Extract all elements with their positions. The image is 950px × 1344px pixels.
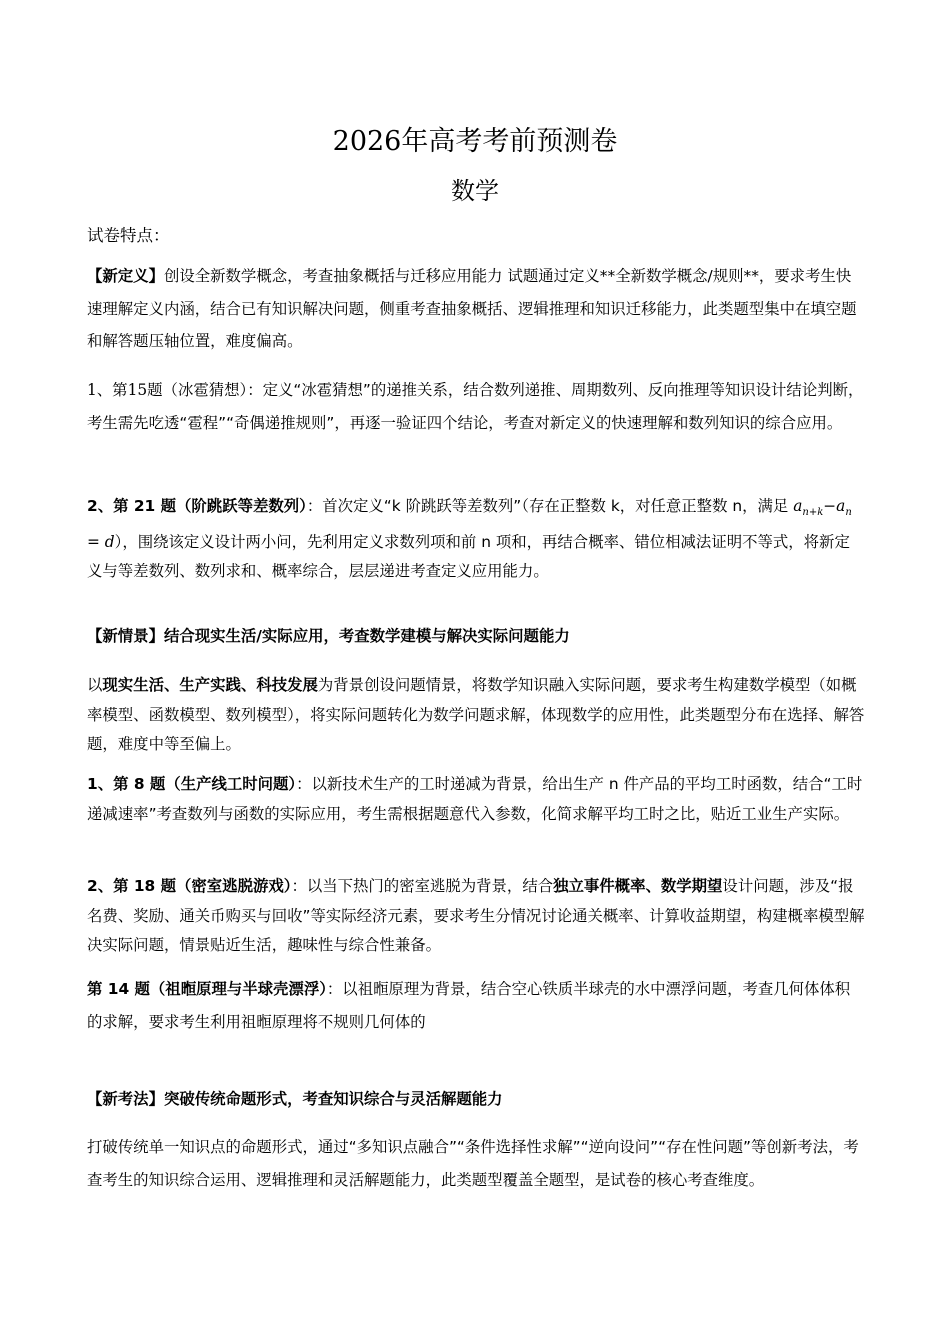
item-emphasis: 独立事件概率、数学期望: [553, 877, 723, 895]
item-text: ：以当下热门的密室逃脱为背景，结合: [291, 877, 554, 895]
item-text: ），围绕该定义设计两小问，先利用定义求数列项和前 n 项和，再结合概率、错位相减法证明不等式，将新定义与等差数列、数列求和、概率综合，层层递进考查定义应用能力。: [87, 532, 850, 581]
item-heading: 2、第 18 题（密室逃脱游戏）: [87, 877, 292, 895]
section-tag: 【新定义】: [87, 267, 164, 285]
new-definition-item-1: [87, 374, 865, 439]
new-definition-item-2: [87, 492, 865, 587]
intro-emphasis: 现实生活、生产实践、科技发展: [102, 676, 318, 694]
new-method-body: [87, 1131, 865, 1196]
section-new-method-heading: 【新考法】突破传统命题形式，考查知识综合与灵活解题能力: [87, 1090, 503, 1108]
item-text: ：首次定义“k 阶跳跃等差数列”（存在正整数 k，对任意正整数 n，满足: [306, 497, 789, 515]
section-new-definition: [87, 260, 865, 358]
new-scenario-intro: [87, 671, 865, 760]
item-text: 设计问题，涉及“报名费、奖励、通关币购买与回收”等实际经济元素，要求考生分情况讨论通关概率、计算收益期望，构建概率模型解决实际问题，情景贴近生活，趣味性与综合性兼备。: [87, 877, 865, 954]
section-paragraph: 打破传统单一知识点的命题形式，通过“多知识点融合”“条件选择性求解”“逆向设问”“存在性问题”等创新考法，考查考生的知识综合运用、逻辑推理和灵活解题能力，此类题型覆盖全题型，是试卷的核心考查维度。: [87, 1138, 859, 1189]
section-paragraph: [87, 260, 865, 358]
item-heading: 第 14 题（祖暅原理与半球壳漂浮）: [87, 980, 327, 998]
features-heading: 试卷特点：: [87, 226, 170, 245]
new-scenario-item-1: [87, 770, 865, 829]
subject-title: 数学: [451, 177, 499, 205]
intro-text: 为背景创设问题情景，将数学知识融入实际问题，要求考生构建数学模型（如概率模型、函数模型、数列模型），将实际问题转化为数学问题求解，体现数学的应用性，此类题型分布在选择、解答题，难度中等至偏上。: [87, 676, 865, 753]
item-body: ：以新技术生产的工时递减为背景，给出生产 n 件产品的平均工时函数，结合“工时递减速率”考查数列与函数的实际应用，考生需根据题意代入参数，化简求解平均工时之比，贴近工业生产实际。: [87, 775, 863, 823]
item-body: 定义“冰雹猜想”的递推关系，结合数列递推、周期数列、反向推理等知识设计结论判断，考生需先吃透“雹程”“奇偶递推规则”，再逐一验证四个结论，考查对新定义的快速理解和数列知识的综合应用。: [87, 381, 864, 432]
item-heading: 2、第 21 题（阶跳跃等差数列）: [87, 497, 307, 515]
document-title: 2026年高考考前预测卷: [332, 126, 618, 157]
item-heading: 1、第 8 题（生产线工时问题）: [87, 775, 297, 793]
new-scenario-item-2: [87, 872, 865, 961]
item-number: 1、第15题（冰雹猜想）：: [87, 381, 263, 399]
new-scenario-item-3: [87, 973, 865, 1038]
item-body: ：以祖暅原理为背景，结合空心铁质半球壳的水中漂浮问题，考查几何体体积的求解，要求考生利用祖暅原理将不规则几何体的: [87, 980, 851, 1031]
recurrence-formula: $a_{n+k}-a_n = d$: [87, 497, 852, 551]
intro-text: 以: [87, 676, 103, 694]
section-new-scenario-heading: 【新情景】结合现实生活/实际应用，考查数学建模与解决实际问题能力: [87, 627, 570, 645]
section-description: 创设全新数学概念，考查抽象概括与迁移应用能力 试题通过定义**全新数学概念/规则**，要求考生快速理解定义内涵，结合已有知识解决问题，侧重考查抽象概括、逻辑推理和知识迁移能力，此类题型集中在填空题和解答题压轴位置，难度偏高。: [87, 267, 857, 350]
